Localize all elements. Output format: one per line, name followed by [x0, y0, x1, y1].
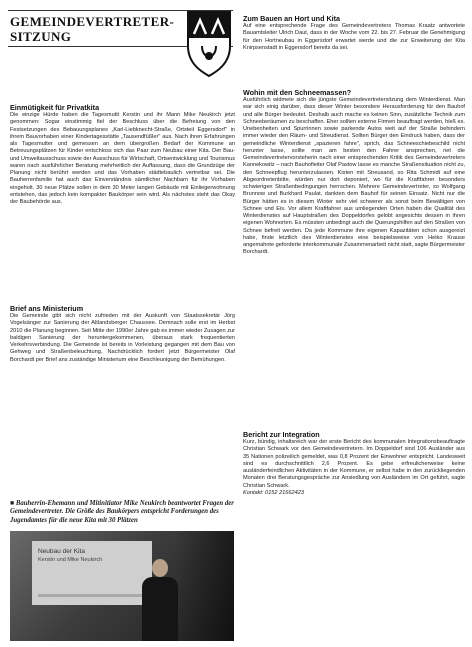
- photo-caption: [10, 500, 235, 525]
- shadow-area: [174, 531, 234, 641]
- article-heading: Zum Bauen an Hort und Kita: [243, 14, 341, 23]
- title-line-1: GEMEINDEVERTRETER-: [10, 14, 175, 29]
- coat-of-arms-icon: [184, 8, 234, 78]
- presentation-photo: [10, 531, 234, 641]
- article-body: Die Gemeinde gibt sich nicht zufrieden mit der Auskunft von Staatssekretär Jörg Vogelsänger zur Sanierung der Altlandsberger Chaussee. Demnach solle erst im Herbst 2010 die Planung beginnen. Seit Mitte der 1990er Jahre gab es immer wieder Zusagen zur baldigen Sanierung der heruntergekommenen, überaus stark frequentierten Verkehrsverbindung. Die Gemeinde ist bereits in Vorleistung gegangen mit dem Bau von Gehweg und Straßenbeleuchtung. Nachdrücklich fordert jetzt Bürgermeister Olaf Borchardt per Brief ans zuständige Ministerium eine Beschleunigung der Bemühungen.: [10, 313, 235, 363]
- page-title: [10, 14, 185, 44]
- caption-text: Bauherrin-Ehemann und Mitinitiator Mike Neukirch beantwortet Fragen der Gemeindevertreter. Die Größe des Baukörpers entspricht Forderungen des Jugendamtes für die neue Kita mit 30 Plätzen: [10, 500, 234, 524]
- article-body: Kurz, bündig, inhaltsreich war der erste Bericht des kommunalen Integrationsbeauftragte Christian Schwark vor den Gemeindevertretern. Im Doppeldorf sind 106 Ausländer aus 35 Nationen polizeilich gemeldet, was 0,8 Prozent der Einwohner entspricht. Landesweit sind es durchschnittlich 2,6 Prozent. Es gebe erfreulicherweise keine ausländerfeindlichen Aktivitäten in der Kommune, er selbst habe in den zurückliegenden Monaten drei Beratungsgespräche zur Ansiedlung von Ausländern im Ort geführt, sagte Christian Schwark.: [243, 439, 465, 489]
- article-heading: Wohin mit den Schneemassen?: [243, 88, 352, 97]
- article-body: Die einzige Hürde haben die Tagesmutti Kerstin und ihr Mann Mike Neukirch jetzt genommen: Sogar einstimmig fiel der Beschluss über die Befreiung von den Festsetzungen des Bebauungsplanes „Karl-Liebknecht-Straße, Ortsteil Eggersdorf" in ihrem Bauvorhaben einer Kindertagesstätte „Tausendfüßler" aus. Nach ihren Erfahrungen als Tagesmutter und gemessen an dem übergroßen Bedarf der Kommune an Betreuungsplätzen für Kinder entschloss sich das Paar zum Neubau einer Kita. Der Bau- und Umweltausschuss sowie der Ausschuss für Wirtschaft, Ortsentwicklung und Tourismus waren nach ausführlicher Beratung mehrheitlich der Auffassung, dass die Grundzüge der Planung nicht berührt werden und das Vorhaben städtebaulich vertretbar sei. Die Bauherrenfamilie hat auch das Einverständnis sämtlicher Nachbarn für ihr Vorhaben eingeholt. 30 neue Plätze sollen in dem 30 Meter langen Gebäude mit Einliegerwohnung entstehen, das jedoch kein kompakter Baukörper sein wird. Als nächstes steht das Okay der Baubehörde aus.: [10, 112, 235, 205]
- projection-screen: [32, 541, 152, 605]
- title-line-2: SITZUNG: [10, 29, 72, 44]
- article-schneemassen: [243, 88, 465, 257]
- article-heading: Einmütigkeit für Privatkita: [10, 103, 100, 112]
- article-heading: Brief ans Ministerium: [10, 304, 84, 313]
- article-privatkita: [10, 103, 235, 206]
- screen-text-2: Kerstin und Mike Neukirch: [38, 557, 103, 563]
- screen-bar: [38, 594, 146, 597]
- contact-line: Kontakt: 0152 21662423: [243, 489, 304, 496]
- article-body: Ausführlich widmete sich die jüngste Gemeindevertretersitzung dem Winterdienst. Man war sich einig darüber, dass dieser Winter besondere Herausforderung für den Bauhof und alle Bürger bedeutet. Deshalb auch mache es keinen Sinn, zusätzliche Technik zum Schneeberäumen zu beschaffen. Eher sollten externe Firmen beauftragt werden, hieß es. Unebenheiten und Spurrinnen sowie parkende Autos weit auf der Straße behindern immer wieder den Räum- und Streudienst. Sollten Bürger den Eindruck haben, dass der gemeindliche Winterdienst „spazieren fahre", sprich, das Schneeschiebeschild nicht herunter lasse, sollte man am besten den Fahrer ansprechen, riet die Gemeindevertretervorsteherin nach einer entsprechenden Kritik des Gemeindevertreters Kannekowitz – nach Bauhofleiter Olaf Pastow lasse es manche Straßensituation nicht zu, den Schneepflug herunterzulassen. Kisten mit Streusand, so Rita Schmidt auf eine Abgeordnetenbitte, würden nur dort deponiert, wo für die Kraftfahrer besonders schwierigen Straßenbedingungen herrschen. Mehrere Gemeindevertreter, so Wolfgang Brunnow und Burkhard Paulat, dankten dem Bauhof für seinen Einsatz. Nicht nur die Bürger hätten es in diesem Winter sehr viel schwerer als sonst beim Bewältigen von Schnee und Eis. Vor allem Kraftfahrer aus umliegenden Orten haben die Qualität des Winterdienstes auf Hauptstraßen des Doppeldorfes gelobt angesichts dessen in ihren eigenen Wohnorten. Es müssten unbedingt auch die Querungshilfen auf den Straßen von Schnee befreit werden. Da jede Kommune ihre eigenen Kapazitäten schon ausgereizt habe, finde letztlich des Winterdienstes eine beispielsweise von Heiko Krause angemahnte geforderte interkommunale Zusammenarbeit nicht statt, sagte Bürgermeister Borchardt.: [243, 97, 465, 256]
- article-integration: [243, 430, 465, 497]
- article-ministerium: [10, 304, 235, 364]
- article-body: Auf eine entsprechende Frage des Gemeindevertreters Thomas Kraatz antwortete Bauamtsleiter Ulrich Daut, dass in der Woche vom 22. bis 27. Februar die Genehmigung für den Hortneubau in Eggersdorf erwartet werde und die zur Erweiterung der Kita Knirpsenstadt in Eggersdorf bereits da sei.: [243, 23, 465, 51]
- article-hort-kita: [243, 14, 465, 52]
- screen-text-1: Neubau der Kita: [38, 548, 85, 555]
- caption-bullet-icon: ■: [10, 500, 16, 507]
- article-heading: Bericht zur Integration: [243, 430, 320, 439]
